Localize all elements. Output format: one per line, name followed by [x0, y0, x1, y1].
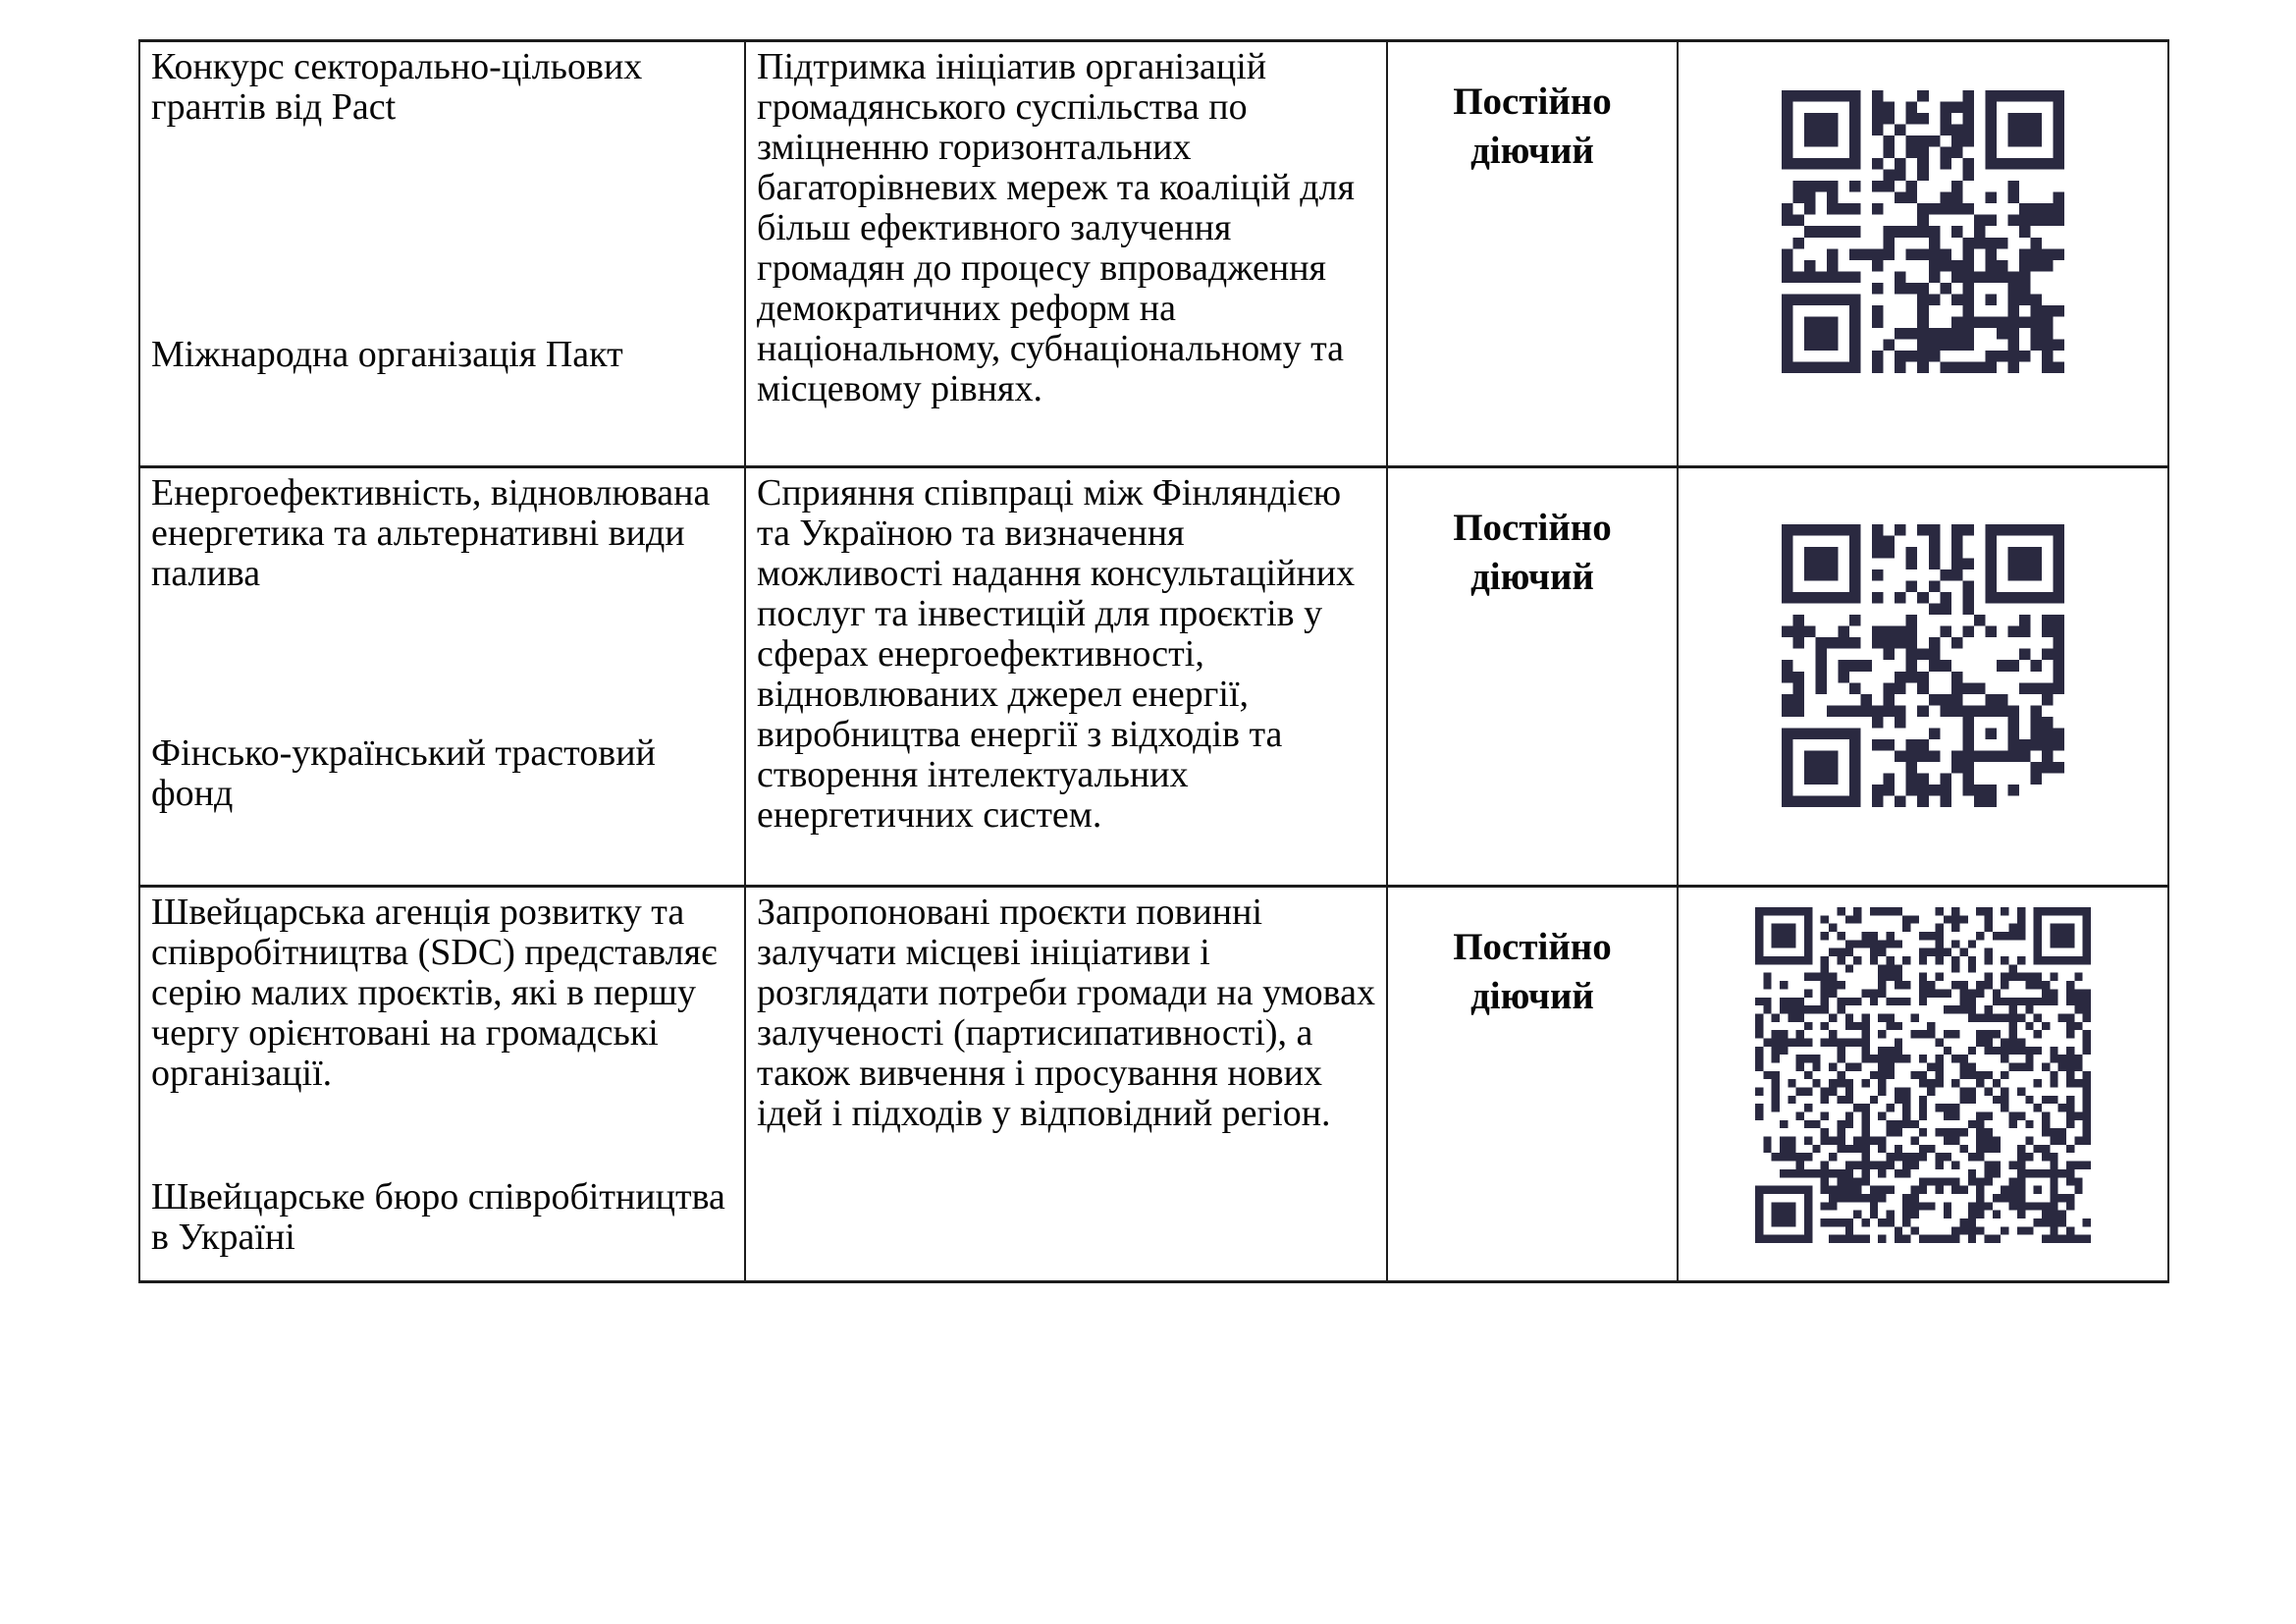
qr-cell	[1678, 467, 2168, 887]
status-cell	[1387, 467, 1678, 887]
description-text: Підтримка ініціатив організацій громадянського суспільства по зміцненню горизонтальних багаторівневих мереж та коаліцій для більш ефективного залучення громадян до процесу впровадження демократичних реформ на національному, субнаціональному та місцевому рівнях.	[757, 46, 1355, 409]
table-row	[139, 41, 2168, 467]
table-row	[139, 467, 2168, 887]
program-cell	[139, 887, 745, 1282]
description-text: Сприяння співпраці між Фінляндією та Україною та визначення можливості надання консультаційних послуг та інвестицій для проєктів у сферах енергоефективності, відновлюваних джерел енергії, виробництва енергії з відходів та створення інтелектуальних енергетичних систем.	[757, 472, 1356, 836]
organization-name: Швейцарське бюро співробітництва в Україні	[151, 1176, 725, 1258]
qr-code-icon	[1755, 907, 2091, 1243]
status-cell	[1387, 41, 1678, 467]
grants-table	[138, 39, 2169, 1283]
program-cell	[139, 467, 745, 887]
program-title: Конкурс секторально-цільових грантів від Pact	[151, 46, 643, 128]
spacer	[151, 594, 733, 733]
qr-code-icon	[1782, 524, 2064, 807]
program-title: Швейцарська агенція розвитку та співробітництва (SDC) представляє серію малих проєктів, які в першу чергу орієнтовані на громадські організації.	[151, 892, 718, 1094]
description-text: Запропоновані проєкти повинні залучати місцеві ініціативи і розглядати потреби громади на умовах залученості (партисипативності), а також вивчення і просування нових ідей і підходів у відповідний регіон.	[757, 892, 1375, 1134]
status-text: Постійно діючий	[1453, 507, 1612, 598]
program-cell	[139, 41, 745, 467]
spacer	[151, 128, 733, 335]
qr-code-icon	[1782, 90, 2064, 373]
program-title: Енергоефективність, відновлювана енергетика та альтернативні види палива	[151, 472, 711, 594]
organization-name: Міжнародна організація Пакт	[151, 334, 623, 375]
qr-cell	[1678, 887, 2168, 1282]
spacer	[151, 1094, 733, 1177]
status-text: Постійно діючий	[1453, 926, 1612, 1017]
description-cell	[745, 887, 1387, 1282]
qr-cell	[1678, 41, 2168, 467]
description-cell	[745, 467, 1387, 887]
table-row	[139, 887, 2168, 1282]
organization-name: Фінсько-український трастовий фонд	[151, 732, 656, 814]
status-text: Постійно діючий	[1453, 81, 1612, 172]
description-cell	[745, 41, 1387, 467]
status-cell	[1387, 887, 1678, 1282]
